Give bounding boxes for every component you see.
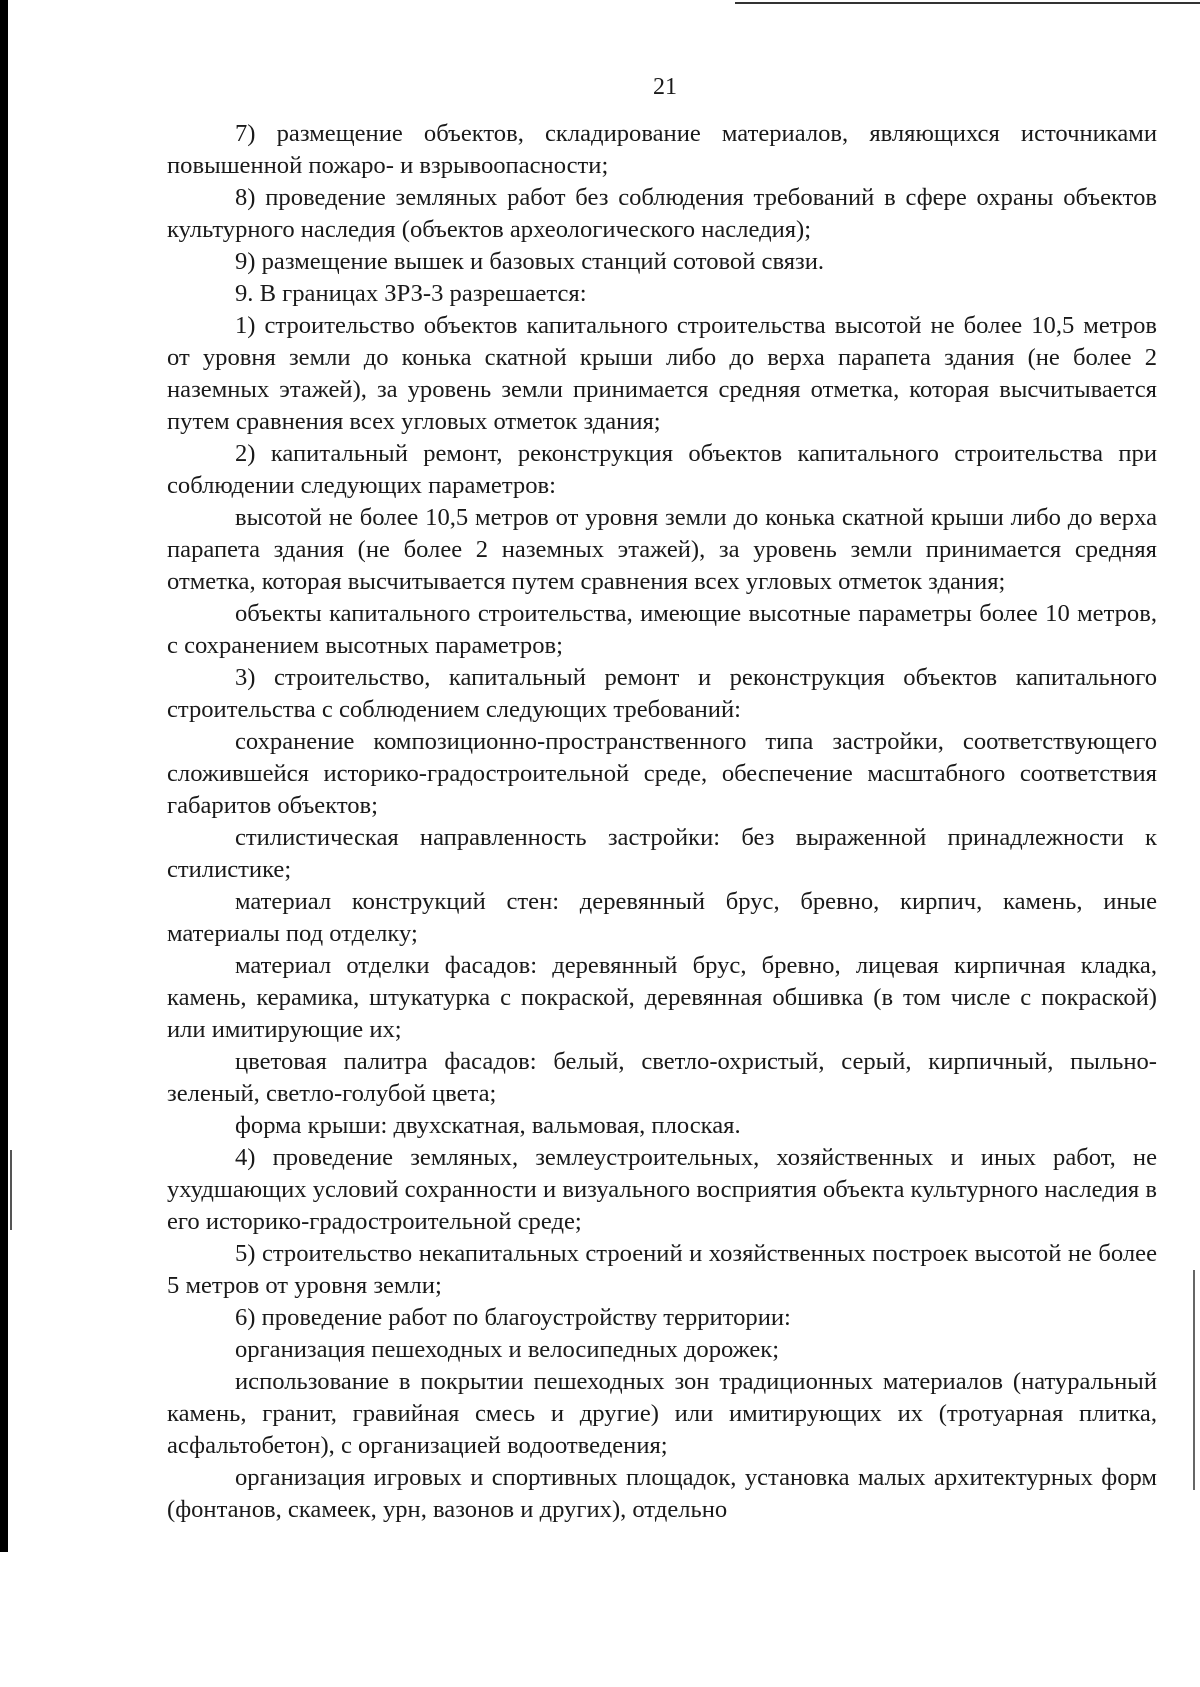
scan-left-edge-mark xyxy=(10,1150,12,1230)
paragraph-item-7: 7) размещение объектов, складирование материалов, являющихся источниками повышенной пожаро- и взрывоопасности; xyxy=(167,120,1157,179)
paragraph-playgrounds: организация игровых и спортивных площадок, установка малых архитектурных форм (фонтанов, скамеек, урн, вазонов и других), отдельно xyxy=(167,1464,1157,1523)
paragraph-color-palette: цветовая палитра фасадов: белый, светло-охристый, серый, кирпичный, пыльно-зеленый, светло-голубой цвета; xyxy=(167,1048,1157,1107)
paragraph-allowed-6: 6) проведение работ по благоустройству территории: xyxy=(235,1304,791,1331)
paragraph-allowed-3: 3) строительство, капитальный ремонт и реконструкция объектов капитального строительства с соблюдением следующих требований: xyxy=(167,664,1157,723)
paragraph-paths: организация пешеходных и велосипедных дорожек; xyxy=(235,1336,780,1363)
paragraph-roof-form: форма крыши: двухскатная, вальмовая, плоская. xyxy=(235,1112,741,1139)
paragraph-wall-material: материал конструкций стен: деревянный брус, бревно, кирпич, камень, иные материалы под отделку; xyxy=(167,888,1157,947)
paragraph-style: стилистическая направленность застройки: без выраженной принадлежности к стилистике; xyxy=(167,824,1157,883)
paragraph-facade-material: материал отделки фасадов: деревянный брус, бревно, лицевая кирпичная кладка, камень, керамика, штукатурка с покраской, деревянная обшивка (в том числе с покраской) или имитирующие их; xyxy=(167,952,1157,1043)
paragraph-item-9: 9) размещение вышек и базовых станций сотовой связи. xyxy=(235,248,825,275)
document-body xyxy=(167,118,1157,1526)
paragraph-height-limit: высотой не более 10,5 метров от уровня земли до конька скатной крыши либо до верха парапета здания (не более 2 наземных этажей), за уровень земли принимается средняя отметка, которая высчитывается путем сравнения всех угловых отметок здания; xyxy=(167,504,1157,595)
section-heading-zrz3: 9. В границах ЗРЗ-3 разрешается: xyxy=(235,280,587,307)
paragraph-pavement: использование в покрытии пешеходных зон традиционных материалов (натуральный камень, гранит, гравийная смесь и другие) или имитирующих их (тротуарная плитка, асфальтобетон), с организацией водоотведения; xyxy=(167,1368,1157,1459)
page-number: 21 xyxy=(653,74,677,100)
scan-top-edge-line xyxy=(735,2,1200,4)
paragraph-allowed-2: 2) капитальный ремонт, реконструкция объектов капитального строительства при соблюдении следующих параметров: xyxy=(167,440,1157,499)
paragraph-allowed-1: 1) строительство объектов капитального строительства высотой не более 10,5 метров от уровня земли до конька скатной крыши либо до верха парапета здания (не более 2 наземных этажей), за уровень земли принимается средняя отметка, которая высчитывается путем сравнения всех угловых отметок здания; xyxy=(167,312,1157,435)
paragraph-allowed-5: 5) строительство некапитальных строений и хозяйственных построек высотой не более 5 метров от уровня земли; xyxy=(167,1240,1157,1299)
scan-right-edge-mark xyxy=(1193,1270,1195,1490)
paragraph-existing-height: объекты капитального строительства, имеющие высотные параметры более 10 метров, с сохранением высотных параметров; xyxy=(167,600,1157,659)
scan-left-edge-bar xyxy=(0,0,8,1552)
paragraph-allowed-4: 4) проведение земляных, землеустроительных, хозяйственных и иных работ, не ухудшающих условий сохранности и визуального восприятия объекта культурного наследия в его историко-градостроительной среде; xyxy=(167,1144,1157,1235)
paragraph-composition: сохранение композиционно-пространственного типа застройки, соответствующего сложившейся историко-градостроительной среде, обеспечение масштабного соответствия габаритов объектов; xyxy=(167,728,1157,819)
paragraph-item-8: 8) проведение земляных работ без соблюдения требований в сфере охраны объектов культурного наследия (объектов археологического наследия); xyxy=(167,184,1157,243)
